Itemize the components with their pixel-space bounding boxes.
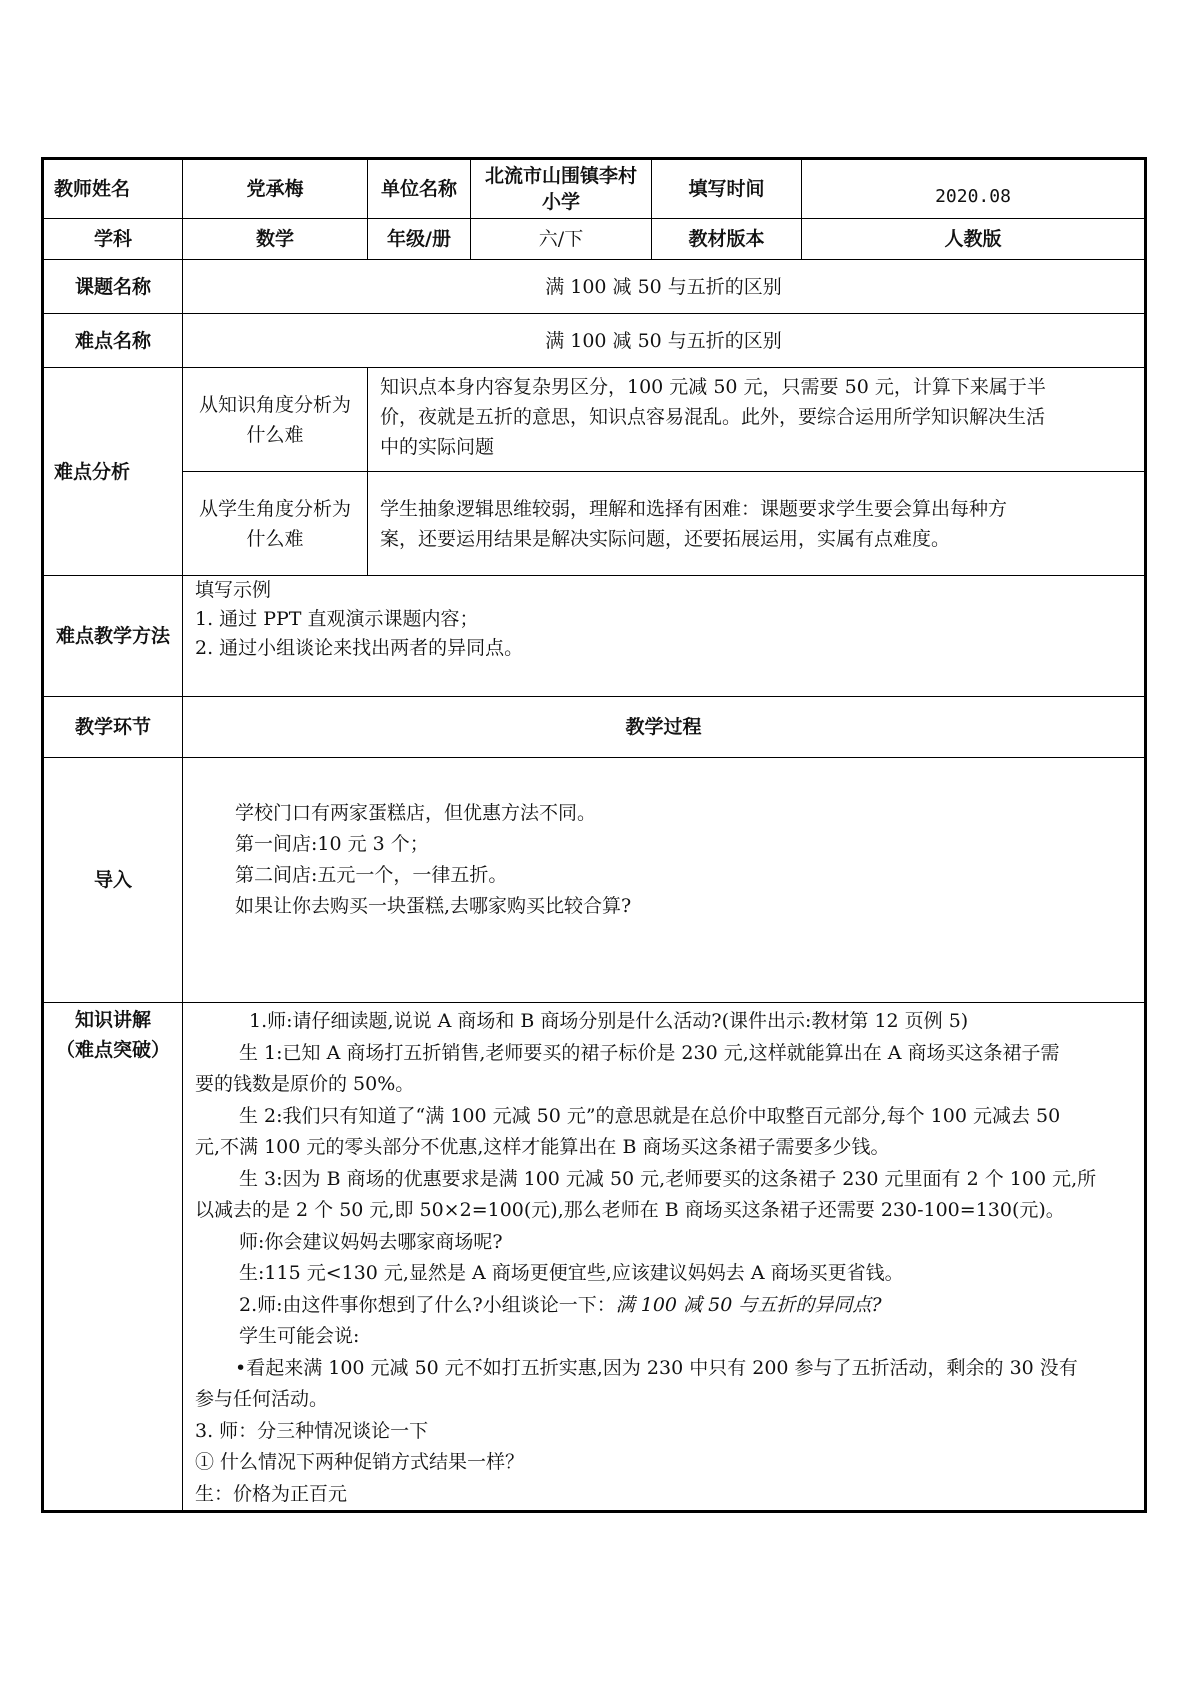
intro-content (183, 758, 1146, 1003)
intro-line-4: 如果让你去购买一块蛋糕,去哪家购买比较合算? (235, 895, 632, 917)
topic-label: 课题名称 (43, 260, 183, 314)
fill-date-label: 填写时间 (652, 159, 802, 219)
knowledge-line-14: 3. 师：分三种情况谈论一下 (195, 1419, 429, 1442)
knowledge-line-13: 参与任何活动。 (195, 1388, 329, 1410)
knowledge-line-2: 生 1:已知 A 商场打五折销售,老师要买的裙子标价是 230 元,这样就能算出在 A 商场买这条裙子需 (239, 1041, 1060, 1064)
knowledge-label-line-2: （难点突破） (55, 1039, 170, 1061)
knowledge-line-1: 1.师:请仔细读题,说说 A 商场和 B 商场分别是什么活动?(课件出示:教材第 12 页例 5) (249, 1010, 969, 1032)
edition-value: 人教版 (802, 219, 1146, 260)
student-text-line-1: 学生抽象逻辑思维较弱，理解和选择有困难：课题要求学生要会算出每种方 (380, 498, 1008, 520)
knowledge-line-9: 生:115 元<130 元,显然是 A 商场更便宜些,应该建议妈妈去 A 商场买更省钱。 (239, 1262, 904, 1284)
knowledge-label-line-1: 知识讲解 (74, 1009, 151, 1031)
topic-value: 满 100 减 50 与五折的区别 (183, 260, 1146, 314)
method-item-1: 1. 通过 PPT 直观演示课题内容； (195, 608, 479, 630)
teaching-process-label: 教学过程 (183, 697, 1146, 758)
method-row (43, 576, 1146, 697)
analysis-label: 难点分析 (43, 368, 183, 576)
fill-date-value (802, 159, 1146, 219)
knowledge-text-line-2: 价，夜就是五折的意思，知识点容易混乱。此外，要综合运用所学知识解决生活 (380, 406, 1046, 428)
knowledge-line-12: •看起来满 100 元减 50 元不如打五折实惠,因为 230 中只有 200 参与了五折活动，剩余的 30 没有 (235, 1356, 1078, 1379)
student-angle-line-2: 什么难 (246, 527, 304, 550)
teacher-name-value: 党承梅 (183, 159, 368, 219)
intro-row (43, 758, 1146, 1003)
knowledge-text-line-1: 知识点本身内容复杂男区分，100 元减 50 元，只需要 50 元，计算下来属于半 (380, 376, 1046, 398)
knowledge-line-16: 生：价格为正百元 (195, 1482, 348, 1505)
intro-line-2: 第一间店:10 元 3 个； (235, 833, 429, 855)
knowledge-line-5: 元,不满 100 元的零头部分不优惠,这样才能算出在 B 商场买这条裙子需要多少钱。 (195, 1136, 890, 1158)
knowledge-line-11: 学生可能会说: (239, 1325, 360, 1347)
analysis-row-student (43, 472, 1146, 576)
lesson-plan-table (41, 157, 1147, 1513)
unit-name-label: 单位名称 (368, 159, 471, 219)
difficulty-value: 满 100 减 50 与五折的区别 (183, 314, 1146, 368)
knowledge-line-10-b: 满 100 减 50 与五折的异同点? (615, 1293, 882, 1316)
student-text-line-2: 案，还要运用结果是解决实际问题，还要拓展运用，实属有点难度。 (380, 528, 951, 550)
header-row-1 (43, 159, 1146, 219)
intro-label: 导入 (43, 758, 183, 1003)
knowledge-line-8: 师:你会建议妈妈去哪家商场呢? (239, 1230, 503, 1253)
unit-name-value (471, 159, 652, 219)
student-angle-line-1: 从学生角度分析为 (198, 497, 351, 520)
method-example: 填写示例 (195, 579, 272, 601)
subject-label: 学科 (43, 219, 183, 260)
knowledge-content (183, 1003, 1146, 1512)
knowledge-line-10 (195, 1290, 1132, 1322)
knowledge-label (43, 1003, 183, 1512)
unit-name-line-2: 小学 (541, 191, 580, 213)
knowledge-line-15: ① 什么情况下两种促销方式结果一样？ (195, 1451, 525, 1473)
intro-line-1: 学校门口有两家蛋糕店，但优惠方法不同。 (235, 802, 597, 824)
analysis-row-knowledge (43, 368, 1146, 472)
knowledge-angle-label (183, 368, 368, 472)
difficulty-label: 难点名称 (43, 314, 183, 368)
fill-date-text: 2020.08 (935, 186, 1011, 207)
difficulty-row (43, 314, 1146, 368)
header-row-2 (43, 219, 1146, 260)
knowledge-line-10-a: 2.师:由这件事你想到了什么?小组谈论一下： (239, 1293, 616, 1316)
knowledge-row (43, 1003, 1146, 1512)
student-angle-text (368, 472, 1146, 576)
process-header-row (43, 697, 1146, 758)
grade-value: 六/下 (471, 219, 652, 260)
student-angle-label (183, 472, 368, 576)
method-label: 难点教学方法 (43, 576, 183, 697)
knowledge-line-6: 生 3:因为 B 商场的优惠要求是满 100 元减 50 元,老师要买的这条裙子 230 元里面有 2 个 100 元,所 (239, 1167, 1097, 1190)
grade-label: 年级/册 (368, 219, 471, 260)
knowledge-line-7: 以减去的是 2 个 50 元,即 50×2=100(元),那么老师在 B 商场买这条裙子还需要 230-100=130(元)。 (195, 1199, 1065, 1221)
knowledge-line-3: 要的钱数是原价的 50%。 (195, 1073, 415, 1095)
method-content (183, 576, 1146, 697)
knowledge-angle-text (368, 368, 1146, 472)
knowledge-line-4: 生 2:我们只有知道了“满 100 元减 50 元”的意思就是在总价中取整百元部分,每个 100 元减去 50 (239, 1104, 1061, 1127)
method-item-2: 2. 通过小组谈论来找出两者的异同点。 (195, 637, 524, 659)
knowledge-text-line-3: 中的实际问题 (380, 436, 495, 458)
unit-name-line-1: 北流市山围镇李村 (484, 165, 637, 187)
teaching-stage-label: 教学环节 (43, 697, 183, 758)
knowledge-angle-line-2: 什么难 (246, 423, 304, 446)
subject-value: 数学 (183, 219, 368, 260)
teacher-name-label: 教师姓名 (43, 159, 183, 219)
knowledge-angle-line-1: 从知识角度分析为 (198, 393, 351, 416)
edition-label: 教材版本 (652, 219, 802, 260)
intro-line-3: 第二间店:五元一个，一律五折。 (235, 864, 508, 886)
topic-row (43, 260, 1146, 314)
